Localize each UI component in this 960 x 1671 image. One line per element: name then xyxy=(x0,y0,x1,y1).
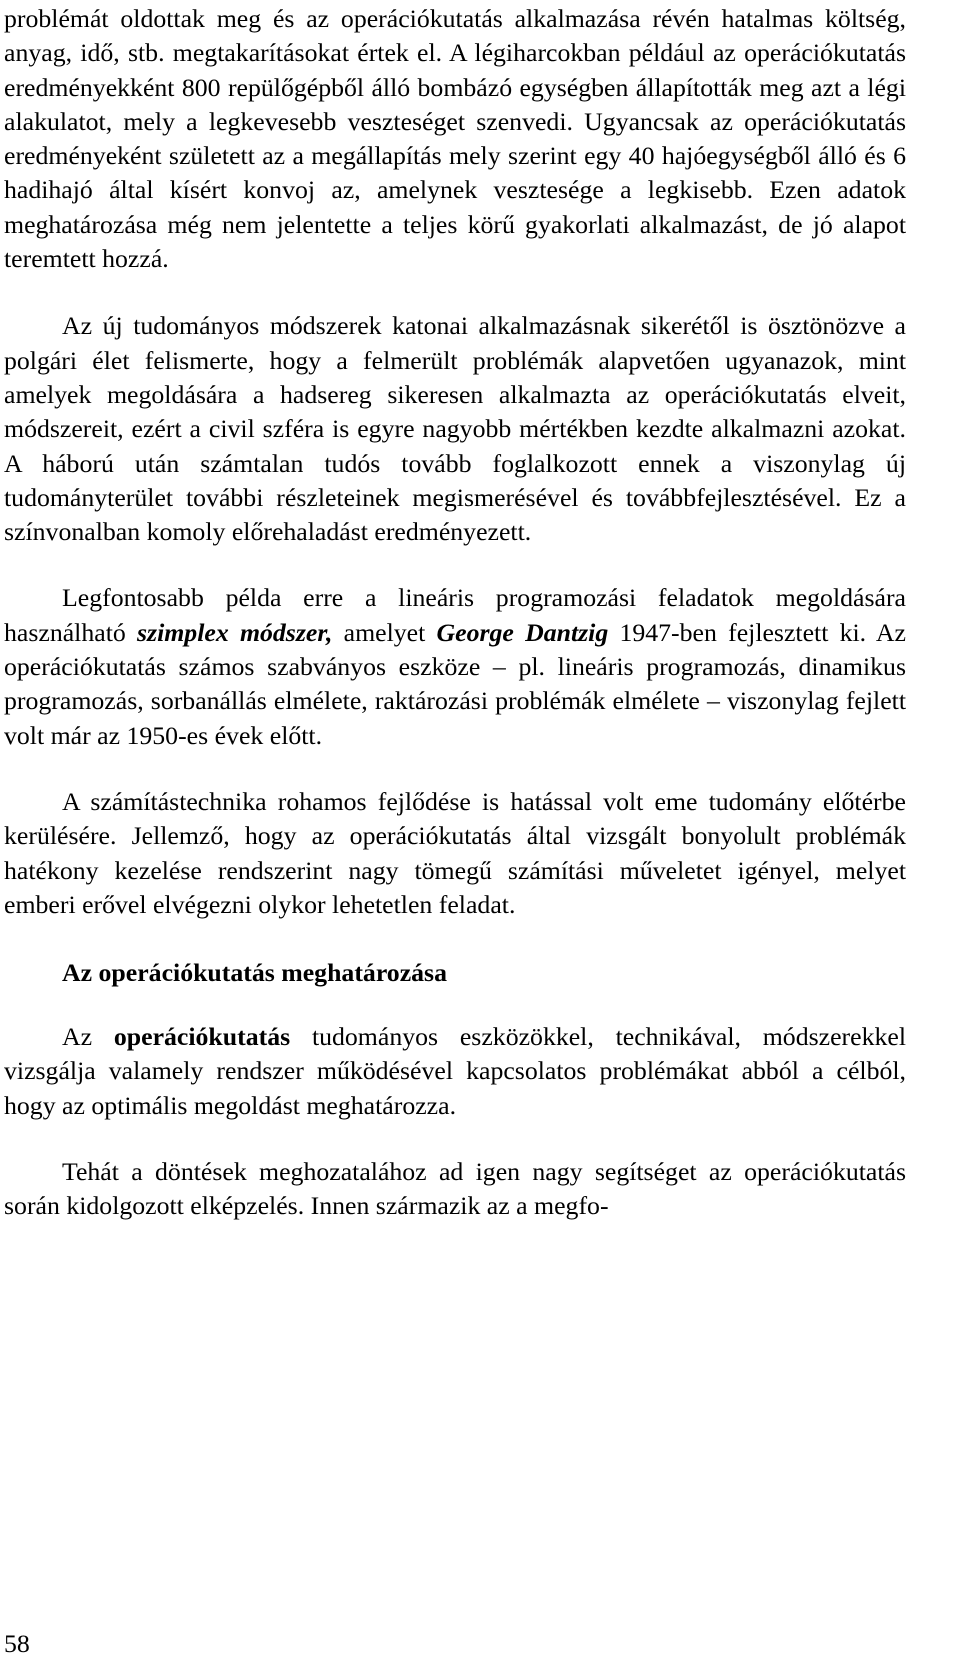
definition-term: operációkutatás xyxy=(113,1022,291,1052)
paragraph-wartime-results: problémát oldottak meg és az operációkutatás alkalmazása révén hatalmas költség, anyag, idő, stb. megtakarításokat értek el. A légiharcokban például az operációkutatás eredményekként 800 repülőgépből álló bombázó egységben állapították meg azt a légi alakulatot, mely a legkevesebb veszteséget szenvedi. Ugyancsak az operációkutatás eredményeként született az a megállapítás mely szerint egy 40 hajóegységből álló és 6 hadihajó által kísért konvoj az, amelynek vesztesége a legkisebb. Ezen adatok meghatározása még nem jelentette a teljes körű gyakorlati alkalmazást, de jó alapot teremtett hozzá. xyxy=(4,4,906,274)
simplex-method-term: szimplex módszer, xyxy=(137,617,333,647)
definition-text-after: tudományos eszközökkel, technikával, módszerekkel vizsgálja valamely rendszer működésével kapcsolatos problémákat abból a célból, hogy az optimális megoldást meghatározza. xyxy=(4,1022,906,1120)
paragraph-civil-adoption: Az új tudományos módszerek katonai alkalmazásnak sikerétől is ösztönözve a polgári élet felismerte, hogy a felmerült problémák alapvetően ugyanazok, mint amelyek megoldására a hadsereg sikeresen alkalmazta az operációkutatás elveit, módszereit, ezért a civil szféra is egyre nagyobb mértékben kezdte alkalmazni azokat. A háború után számtalan tudós tovább foglalkozott ennek a viszonylag új tudományterület további részleteinek megismerésével és továbbfejlesztésével. Ez a színvonalban komoly előrehaladást eredményezett. xyxy=(4,311,906,547)
section-heading: Az operációkutatás meghatározása xyxy=(62,958,447,988)
simplex-text-after: 1947-ben fejlesztett ki. Az operációkutatás számos szabványos eszköze – pl. lineáris programozás, dinamikus programozás, sorbanállás elmélete, raktározási problémák elmélete – viszonylag fejlett volt már az 1950-es évek előtt. xyxy=(4,617,906,750)
definition-text-before: Az xyxy=(62,1022,114,1052)
page-number: 58 xyxy=(4,1629,30,1658)
dantzig-name: George Dantzig xyxy=(436,617,609,647)
paragraph-simplex-method xyxy=(4,581,906,752)
paragraph-definition xyxy=(4,1020,906,1123)
page-content xyxy=(4,2,906,1224)
paragraph-computing: A számítástechnika rohamos fejlődése is hatással volt eme tudomány előtérbe kerülésére. Jellemző, hogy az operációkutatás által vizsgált bonyolult problémák hatékony kezelése rendszerint nagy tömegű számítási műveletet igényel, melyet emberi erővel elvégezni olykor lehetetlen feladat. xyxy=(4,786,906,919)
simplex-text-before: Legfontosabb példa erre a lineáris programozási feladatok megoldására használható xyxy=(4,583,906,647)
simplex-text-middle: amelyet xyxy=(332,617,437,647)
paragraph-decisions: Tehát a döntések meghozatalához ad igen nagy segítséget az operációkutatás során kidolgozott elképzelés. Innen származik az a megfo- xyxy=(4,1157,906,1221)
